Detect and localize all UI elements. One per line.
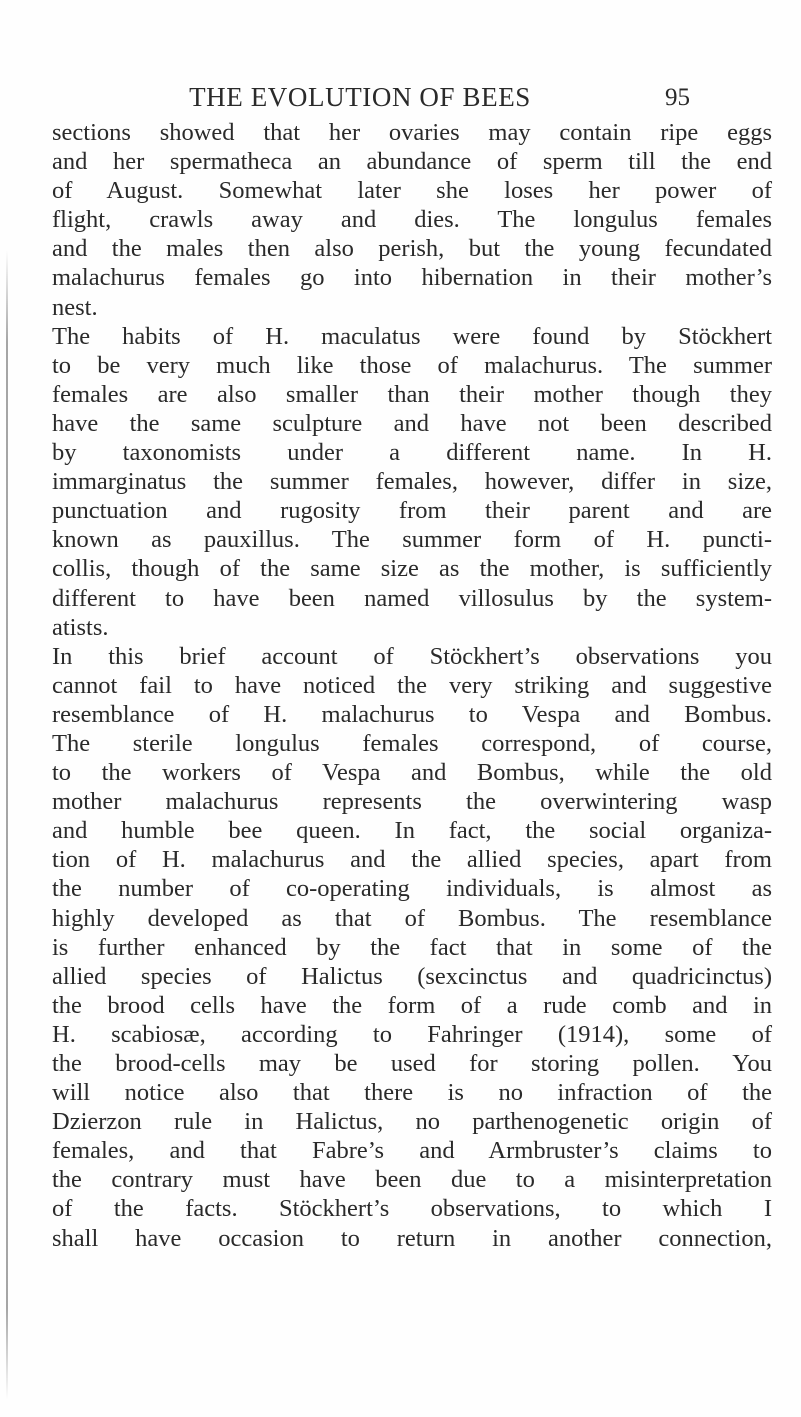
text-line: shall have occasion to return in another connection, bbox=[52, 1224, 772, 1252]
text-line: immarginatus the summer females, however, differ in size, bbox=[52, 468, 772, 496]
text-line: collis, though of the same size as the mother, is sufficiently bbox=[52, 555, 772, 583]
text-line: allied species of Halictus (sexcinctus and quadricinctus) bbox=[52, 962, 772, 990]
text-line: to the workers of Vespa and Bombus, while the old bbox=[52, 759, 772, 787]
text-line: mother malachurus represents the overwintering wasp bbox=[52, 788, 772, 816]
page-header bbox=[0, 82, 801, 116]
text-line: by taxonomists under a different name. In H. bbox=[52, 439, 772, 467]
text-line: females, and that Fabre’s and Armbruster’s claims to bbox=[52, 1137, 772, 1165]
text-line: and her spermatheca an abundance of sperm till the end bbox=[52, 148, 772, 176]
text-line: the contrary must have been due to a misinterpretation bbox=[52, 1166, 772, 1194]
text-line: atists. bbox=[52, 613, 109, 641]
text-line: and humble bee queen. In fact, the social organiza- bbox=[52, 817, 772, 845]
text-line: resemblance of H. malachurus to Vespa and Bombus. bbox=[52, 700, 772, 728]
text-line: have the same sculpture and have not been described bbox=[52, 409, 772, 437]
body-text bbox=[52, 118, 772, 1253]
text-line: the brood cells have the form of a rude comb and in bbox=[52, 991, 772, 1019]
running-title: THE EVOLUTION OF BEES bbox=[189, 82, 531, 112]
text-line: malachurus females go into hibernation in their mother’s bbox=[52, 264, 772, 292]
text-line: flight, crawls away and dies. The longulus females bbox=[52, 206, 772, 234]
text-line: the brood-cells may be used for storing pollen. You bbox=[52, 1050, 772, 1077]
text-line: H. scabiosæ, according to Fahringer (1914), some of bbox=[52, 1020, 772, 1048]
text-line: cannot fail to have noticed the very striking and suggestive bbox=[52, 671, 772, 699]
text-line: of the facts. Stöckhert’s observations, to which I bbox=[52, 1195, 772, 1223]
text-line: the number of co-operating individuals, is almost as bbox=[52, 875, 772, 903]
text-line: sections showed that her ovaries may contain ripe eggs bbox=[52, 119, 772, 146]
text-line: of August. Somewhat later she loses her power of bbox=[52, 177, 772, 205]
text-line: different to have been named villosulus by the system- bbox=[52, 584, 772, 612]
text-line: and the males then also perish, but the young fecundated bbox=[52, 235, 772, 263]
text-line: to be very much like those of malachurus. The summer bbox=[52, 351, 772, 379]
text-line: known as pauxillus. The summer form of H. puncti- bbox=[52, 526, 772, 554]
text-line: tion of H. malachurus and the allied species, apart from bbox=[52, 846, 772, 874]
page-binding-shadow bbox=[6, 250, 8, 1400]
text-line: females are also smaller than their mother though they bbox=[52, 380, 772, 408]
text-line: The sterile longulus females correspond, of course, bbox=[52, 729, 772, 757]
text-line: nest. bbox=[52, 293, 98, 321]
text-line: is further enhanced by the fact that in some of the bbox=[52, 933, 772, 961]
text-line: In this brief account of Stöckhert’s observations you bbox=[52, 642, 772, 670]
text-line: will notice also that there is no infraction of the bbox=[52, 1079, 772, 1107]
page-number: 95 bbox=[665, 84, 690, 111]
text-line: Dzierzon rule in Halictus, no parthenogenetic origin of bbox=[52, 1108, 772, 1136]
text-line: highly developed as that of Bombus. The resemblance bbox=[52, 904, 772, 932]
text-line: The habits of H. maculatus were found by Stöckhert bbox=[52, 322, 772, 350]
text-line: punctuation and rugosity from their parent and are bbox=[52, 497, 772, 525]
